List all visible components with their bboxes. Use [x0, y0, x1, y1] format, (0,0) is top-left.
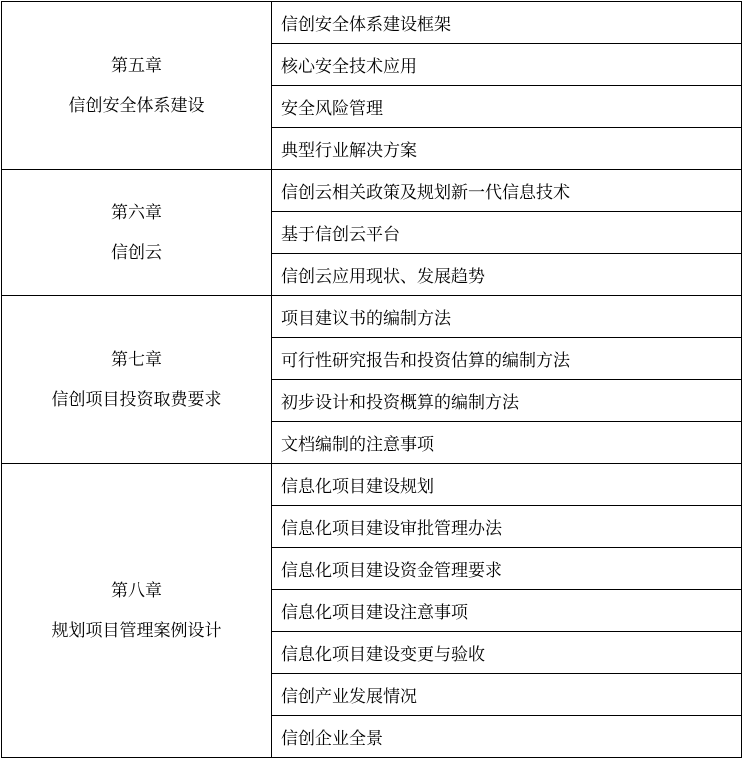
- chapter-cell: [2, 2, 272, 170]
- topic-cell: 信创安全体系建设框架: [272, 2, 742, 44]
- topic-cell: 基于信创云平台: [272, 212, 742, 254]
- chapter-number: 第六章: [111, 202, 162, 223]
- chapter-cell: [2, 170, 272, 296]
- topic-cell: 初步设计和投资概算的编制方法: [272, 380, 742, 422]
- chapter-number: 第五章: [111, 55, 162, 76]
- topic-cell: 安全风险管理: [272, 86, 742, 128]
- table-row: [2, 296, 742, 338]
- topic-cell: 信创云应用现状、发展趋势: [272, 254, 742, 296]
- topic-cell: 典型行业解决方案: [272, 128, 742, 170]
- topic-cell: 信创云相关政策及规划新一代信息技术: [272, 170, 742, 212]
- chapter-number: 第八章: [111, 580, 162, 601]
- topic-cell: 信息化项目建设变更与验收: [272, 632, 742, 674]
- topic-cell: 信息化项目建设注意事项: [272, 590, 742, 632]
- table-row: [2, 464, 742, 506]
- topic-cell: 信创企业全景: [272, 716, 742, 758]
- topic-cell: 信息化项目建设审批管理办法: [272, 506, 742, 548]
- chapter-title: 信创安全体系建设: [68, 95, 205, 116]
- chapter-cell: [2, 464, 272, 758]
- chapter-number: 第七章: [111, 349, 162, 370]
- topic-cell: 可行性研究报告和投资估算的编制方法: [272, 338, 742, 380]
- table-row: [2, 2, 742, 44]
- topic-cell: 核心安全技术应用: [272, 44, 742, 86]
- chapter-title: 规划项目管理案例设计: [51, 620, 222, 641]
- chapter-outline-table: [1, 1, 742, 758]
- topic-cell: 信创产业发展情况: [272, 674, 742, 716]
- chapter-cell: [2, 296, 272, 464]
- table-row: [2, 170, 742, 212]
- topic-cell: 信息化项目建设资金管理要求: [272, 548, 742, 590]
- topic-cell: 文档编制的注意事项: [272, 422, 742, 464]
- topic-cell: 信息化项目建设规划: [272, 464, 742, 506]
- chapter-title: 信创云: [111, 242, 162, 263]
- chapter-title: 信创项目投资取费要求: [51, 389, 222, 410]
- topic-cell: 项目建议书的编制方法: [272, 296, 742, 338]
